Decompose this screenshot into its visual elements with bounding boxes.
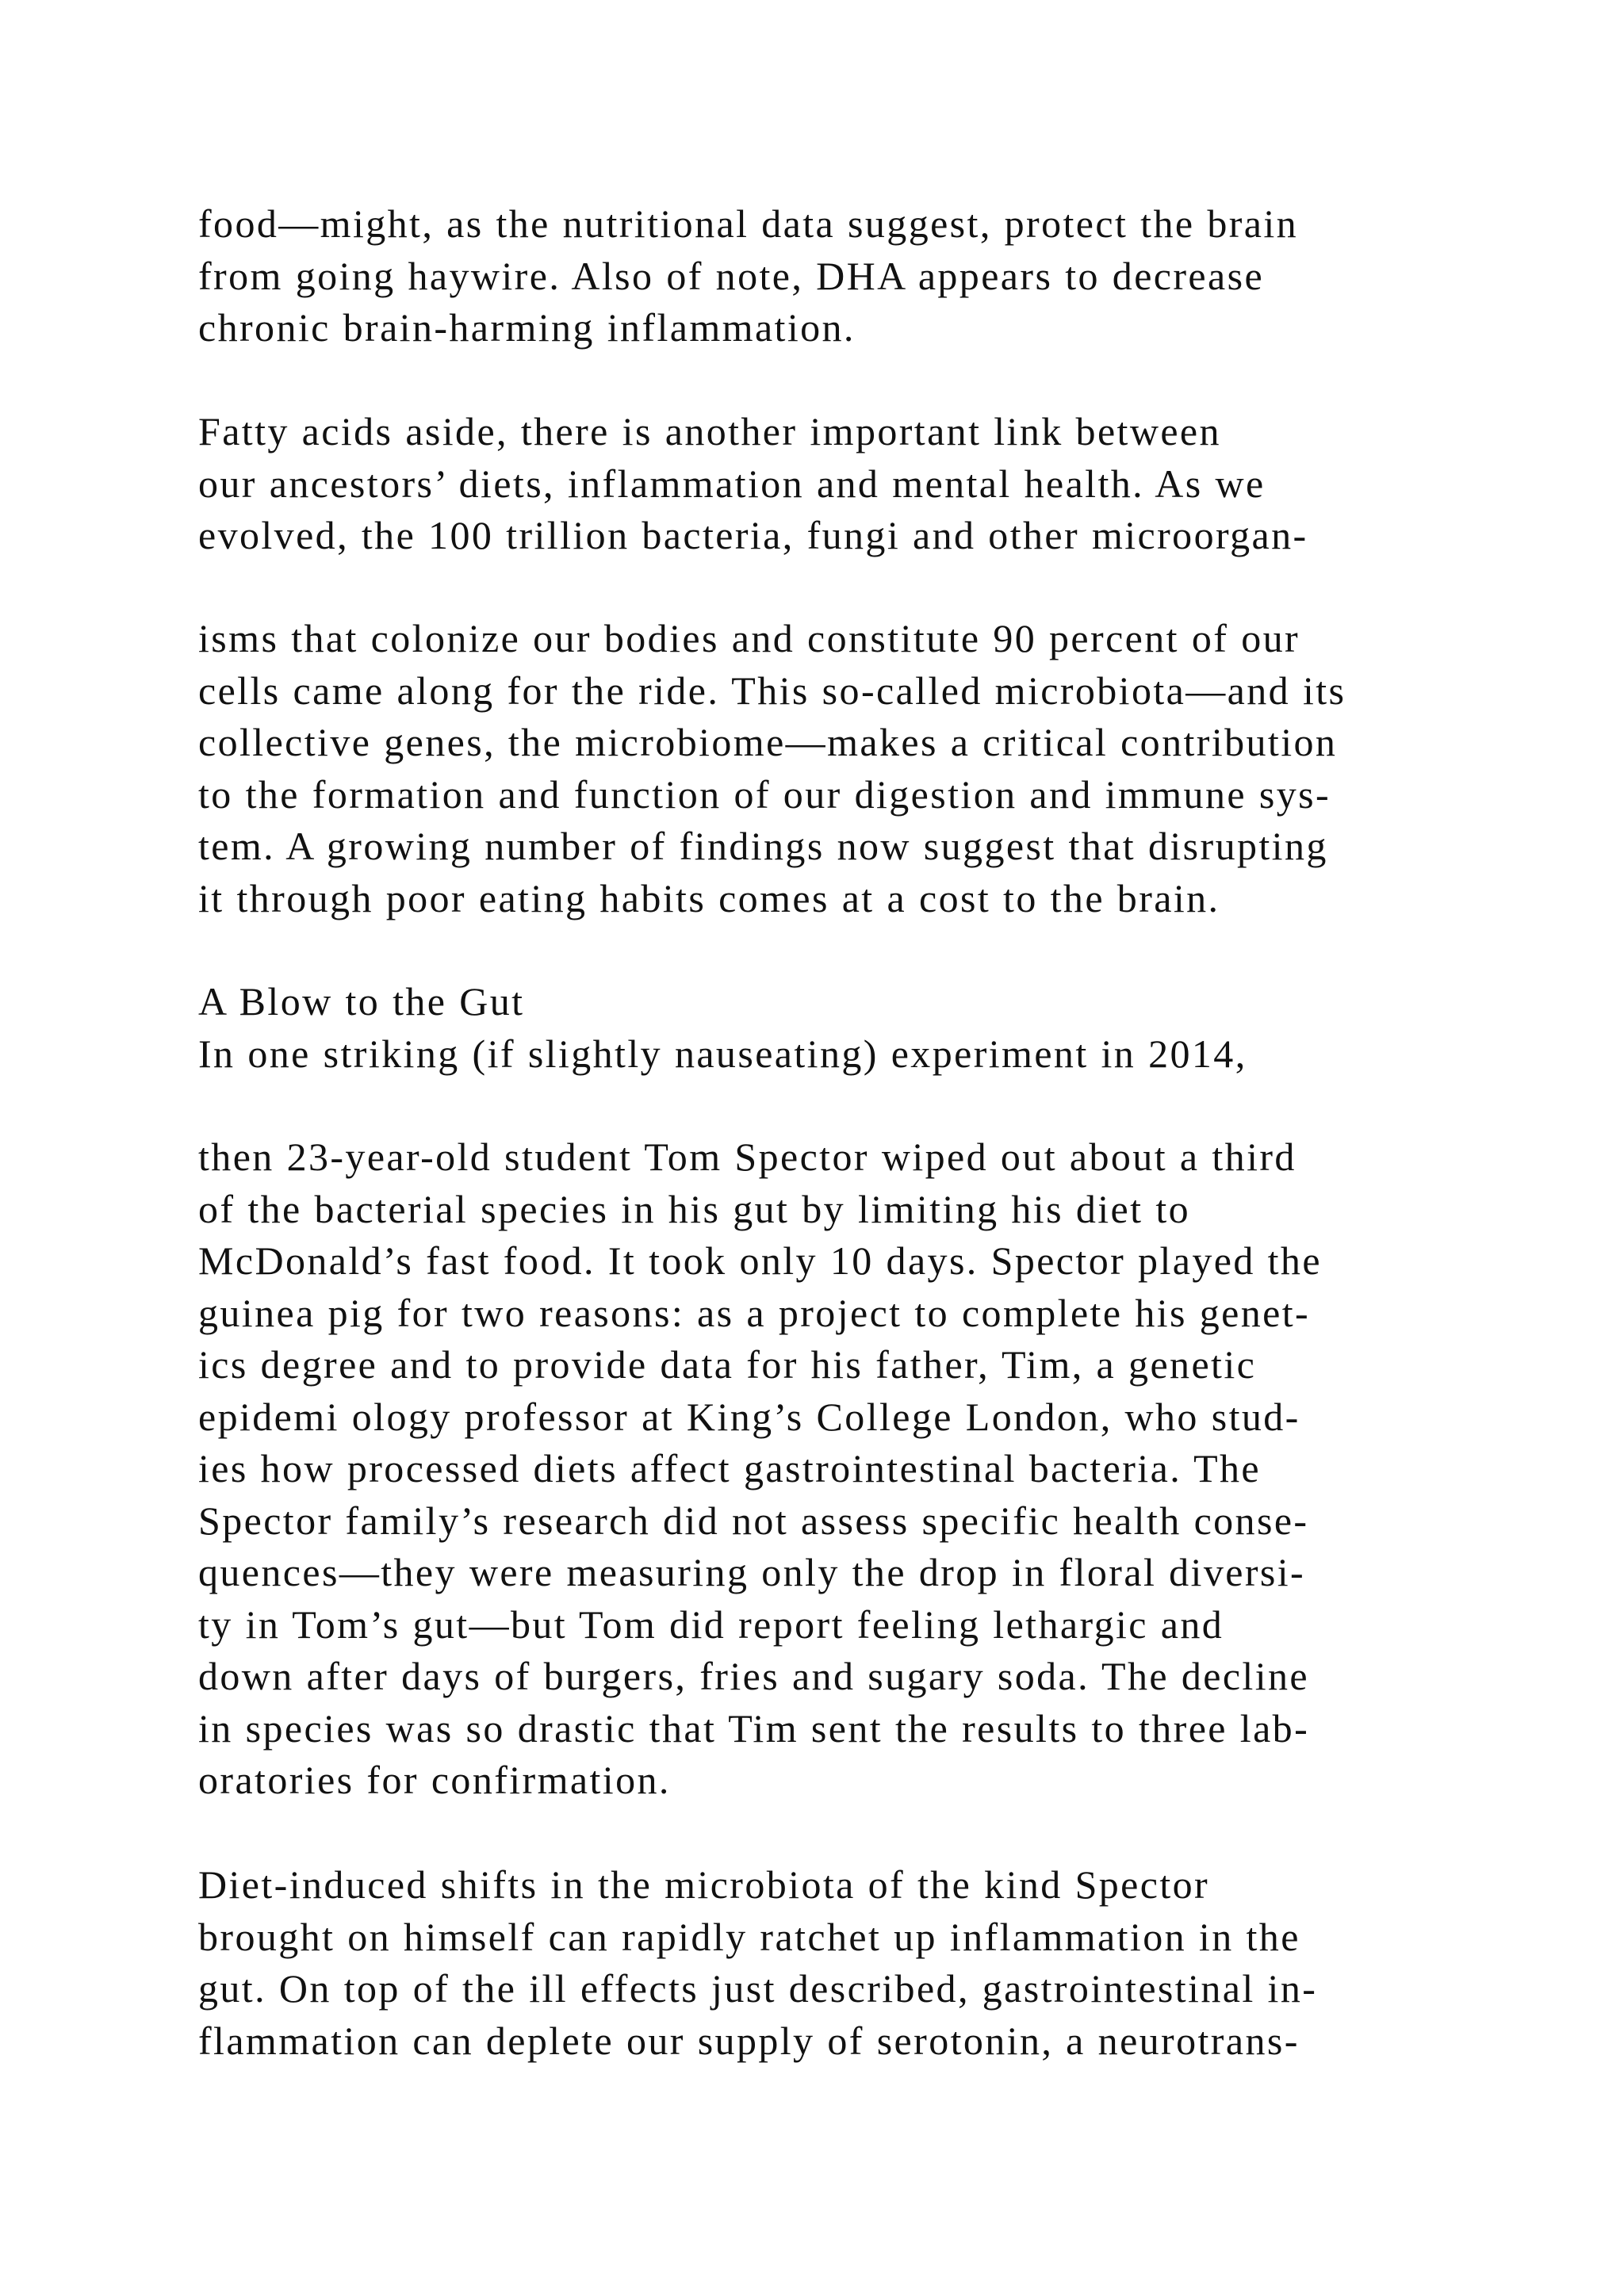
text-line: guinea pig for two reasons: as a project to complete his genet-	[198, 1290, 1311, 1335]
text-line: tem. A growing number of findings now suggest that disrupting	[198, 824, 1328, 868]
text-line: chronic brain-harming inflammation.	[198, 305, 856, 350]
text-line: in species was so drastic that Tim sent the results to three lab-	[198, 1705, 1310, 1751]
text-line: In one striking (if slightly nauseating) experiment in 2014,	[198, 1031, 1247, 1076]
text-line: Fatty acids aside, there is another important link between	[198, 409, 1221, 453]
paragraph-diet-induced-shifts	[198, 1859, 1467, 2067]
paragraph-tom-spector	[198, 1131, 1467, 1807]
text-line: from going haywire. Also of note, DHA appears to decrease	[198, 253, 1265, 298]
section-heading: A Blow to the Gut	[198, 979, 525, 1024]
text-line: it through poor eating habits comes at a cost to the brain.	[198, 875, 1220, 920]
text-line: ty in Tom’s gut—but Tom did report feeling lethargic and	[198, 1601, 1224, 1647]
text-line: Diet-induced shifts in the microbiota of the kind Spector	[198, 1862, 1210, 1907]
text-line: ies how processed diets affect gastrointestinal bacteria. The	[198, 1446, 1262, 1490]
paragraph-dha-brain	[198, 198, 1467, 354]
text-line: collective genes, the microbiome—makes a critical contribution	[198, 720, 1338, 764]
text-line: ics degree and to provide data for his father, Tim, a genetic	[198, 1342, 1257, 1387]
section-blow-to-the-gut	[198, 976, 1467, 1080]
text-line: our ancestors’ diets, inflammation and mental health. As we	[198, 461, 1266, 506]
text-line: oratories for confirmation.	[198, 1758, 671, 1802]
text-line: food—might, as the nutritional data suggest, protect the brain	[198, 201, 1299, 246]
paragraph-fatty-acids	[198, 406, 1467, 562]
text-line: evolved, the 100 trillion bacteria, fungi and other microorgan-	[198, 513, 1308, 557]
text-line: then 23-year-old student Tom Spector wiped out about a third	[198, 1135, 1297, 1179]
text-line: gut. On top of the ill effects just described, gastrointestinal in-	[198, 1966, 1318, 2011]
text-line: down after days of burgers, fries and sugary soda. The decline	[198, 1654, 1310, 1698]
text-line: Spector family’s research did not assess specific health conse-	[198, 1498, 1309, 1543]
text-line: McDonald’s fast food. It took only 10 days. Spector played the	[198, 1238, 1322, 1283]
text-line: quences—they were measuring only the drop in floral diversi-	[198, 1550, 1306, 1594]
text-line: of the bacterial species in his gut by limiting his diet to	[198, 1186, 1191, 1231]
text-line: to the formation and function of our digestion and immune sys-	[198, 771, 1331, 817]
text-line: flammation can deplete our supply of serotonin, a neurotrans-	[198, 2018, 1300, 2063]
text-line: isms that colonize our bodies and constitute 90 percent of our	[198, 616, 1300, 660]
text-line: epidemi ology professor at King’s College London, who stud-	[198, 1394, 1300, 1439]
paragraph-microbiota	[198, 613, 1467, 924]
text-line: brought on himself can rapidly ratchet up inflammation in the	[198, 1914, 1300, 1959]
text-line: cells came along for the ride. This so-called microbiota—and its	[198, 668, 1346, 713]
